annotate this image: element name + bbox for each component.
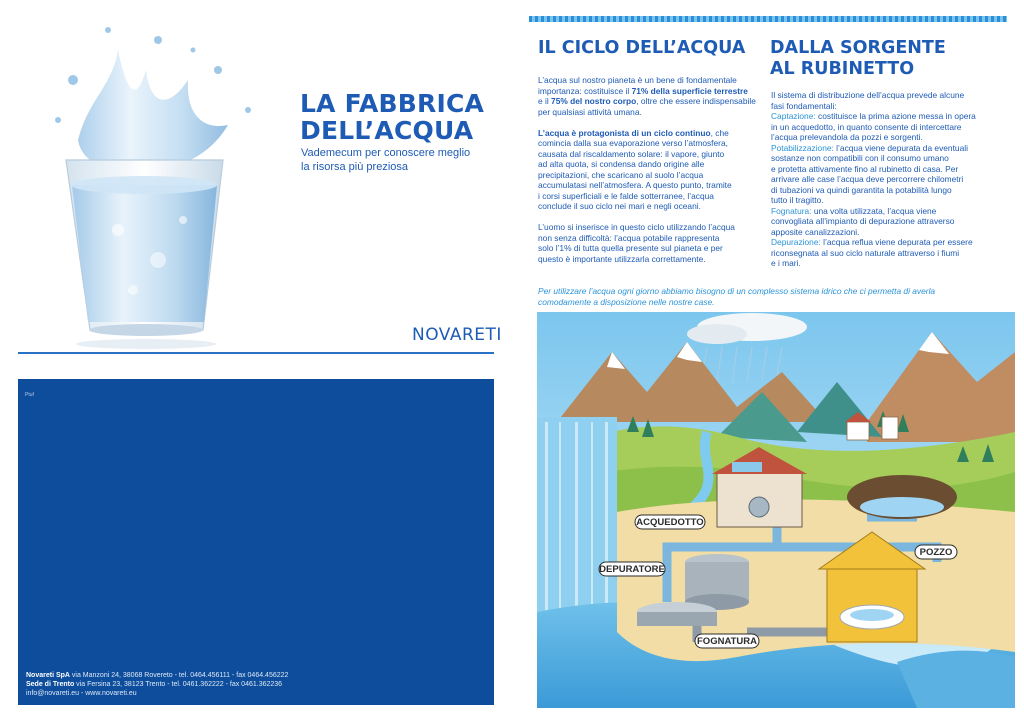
svg-text:POZZO: POZZO	[919, 547, 953, 558]
ciclo-paragraph-2: L’acqua è protagonista di un ciclo continuo, che comincia dalla sua evaporazione verso l’atmosfera, causata dal riscaldamento solare: il vapore, giunto ad alta quota, si condensa dando origine alle precipitazioni, che scaricano al suolo l’acqua accumulatasi nell’atmosfera. A questo punto, tramite i corsi superficiali e le falde sotterranee, l’acqua conclude il suo ciclo nei mari e negli oceani.	[538, 127, 732, 211]
svg-text:DEPURATORE: DEPURATORE	[599, 564, 665, 575]
svg-text:ACQUEDOTTO: ACQUEDOTTO	[636, 517, 704, 528]
right-page	[512, 0, 1024, 724]
subtitle-line-2: la risorsa più preziosa	[301, 161, 408, 173]
ciclo-paragraph-1: L’acqua sul nostro pianeta è un bene di fondamentale importanza: costituisce il 71% della superficie terrestre e il 75% del nostro corpo, oltre che essere indispensabile per qualsiasi attività umana.	[538, 75, 756, 117]
contact-line-1: Novareti SpA via Manzoni 24, 38068 Rovereto - tel. 0464.456111 - fax 0464.456222	[26, 672, 289, 679]
back-cover-panel	[18, 379, 494, 705]
heading-sorgente: DALLA SORGENTE AL RUBINETTO	[770, 38, 946, 79]
italic-note: Per utilizzare l’acqua ogni giorno abbiamo bisogno di un complesso sistema idrico che ci permetta di averla comodamente a disposizione nelle nostre case.	[538, 286, 936, 307]
logo-text: NOVARETI	[412, 325, 502, 345]
title-line-2: DELL’ACQUA	[300, 116, 474, 145]
svg-text:FOGNATURA: FOGNATURA	[697, 636, 757, 647]
heading-ciclo: IL CICLO DELL’ACQUA	[538, 38, 746, 58]
label-depuratore	[599, 562, 665, 576]
contact-line-2: Sede di Trento via Fersina 23, 38123 Trento - tel. 0461.362222 - fax 0461.362236	[26, 681, 283, 688]
sorgente-intro: Il sistema di distribuzione dell’acqua prevede alcune fasi fondamentali:	[771, 90, 965, 111]
novareti-logo	[412, 320, 512, 346]
fognatura-item: Fognatura: una volta utilizzata, l’acqua viene convogliata all’impianto di depurazione attraverso apposite canalizzazioni.	[771, 205, 955, 237]
main-title	[300, 90, 484, 144]
title-line-1: LA FABBRICA	[300, 89, 485, 118]
ciclo-paragraph-3: L’uomo si inserisce in questo ciclo utilizzando l’acqua non senza difficoltà: l’acqua potabile rappresenta solo l’1% di tutta quella presente sul pianeta e per questo è importante utilizzarla correttamente.	[538, 222, 735, 264]
contact-info	[26, 671, 288, 698]
label-acquedotto	[635, 515, 705, 529]
label-fognatura	[695, 634, 759, 648]
top-stripe	[529, 16, 1007, 22]
potabilizzazione-item: Potabilizzazione: l’acqua viene depurata da eventuali sostanze non compatibili con il consumo umano e protetta attivamente fino al rubinetto di casa. Per arrivare alle case l’acqua deve percorrere chilometri di tubazioni va quindi garantita la potabilità lungo tutto il tragitto.	[771, 142, 968, 205]
subtitle-line-1: Vademecum per conoscere meglio	[301, 147, 471, 159]
panel-note: Ptuf	[25, 392, 34, 398]
contact-line-3[interactable]: info@novareti.eu - www.novareti.eu	[26, 690, 137, 697]
water-system-illustration	[537, 312, 1015, 708]
sorgente-column	[771, 90, 1003, 269]
label-pozzo	[915, 545, 957, 559]
subtitle	[301, 146, 501, 174]
ciclo-column	[538, 75, 760, 275]
captazione-item: Captazione: costituisce la prima azione messa in opera in un acquedotto, in quanto consente di intercettare l’acqua prelevandola da pozzi e sorgenti.	[771, 111, 976, 142]
water-glass-illustration	[18, 10, 268, 355]
depurazione-item: Depurazione: l’acqua reflua viene depurata per essere riconsegnata al suo ciclo naturale attraverso i fiumi e i mari.	[771, 237, 973, 268]
divider-line	[18, 352, 494, 354]
